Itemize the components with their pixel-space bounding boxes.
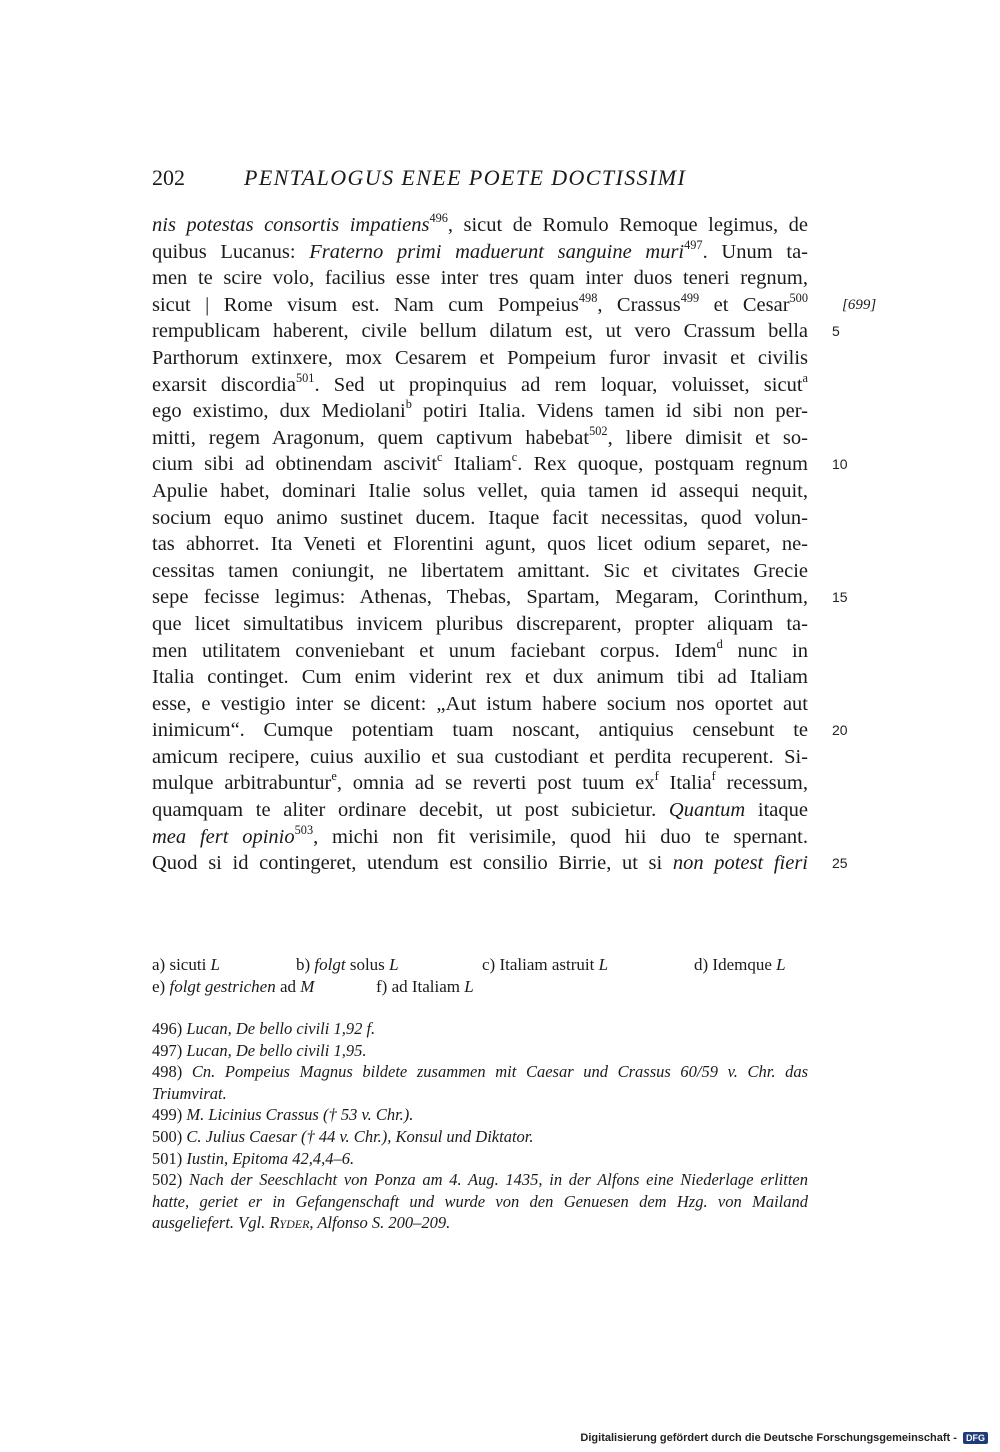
apparatus-note-a: a) sicuti L xyxy=(152,955,221,974)
text-line: que licet simultatibus invicem pluribus discreparent, propter aliquam ta- xyxy=(152,612,808,635)
text-line: cessitas tamen coniungit, ne libertatem amittant. Sic et civitates Grecie xyxy=(152,559,808,582)
line-number: 15 xyxy=(832,589,848,606)
line-number: 5 xyxy=(832,323,840,340)
text-line: men utilitatem conveniebant et unum faciebant corpus. Idem$^d$ nunc in xyxy=(152,636,808,662)
footnote-497: 497) Lucan, De bello civili 1,95. xyxy=(152,1040,367,1060)
text-line: Apulie habet, dominari Italie solus vellet, quia tamen id assequi nequit, xyxy=(152,479,808,502)
text-line: tas abhorret. Ita Veneti et Florentini agunt, quos licet odium separet, ne- xyxy=(152,533,808,556)
text-line: quibus Lucanus: Fraterno primi maduerunt sanguine muri$^{497}$. Unum ta- xyxy=(152,237,808,263)
text-line: esse, e vestigio inter se dicent: „Aut istum habere socium nos oportet aut xyxy=(152,692,808,715)
text-line: exarsit discordia$^{501}$. Sed ut propinquius ad rem loquar, voluisset, sicut$^a$ xyxy=(152,370,808,396)
text-line: nis potestas consortis impatiens$^{496}$, sicut de Romulo Remoque legimus, de xyxy=(152,210,808,236)
text-line: Parthorum extinxere, mox Cesarem et Pompeium furor invasit et civilis xyxy=(152,346,808,369)
footnote-496: 496) Lucan, De bello civili 1,92 f. xyxy=(152,1019,376,1038)
apparatus-note-f: f) ad Italiam L xyxy=(376,977,474,996)
funding-text: Digitalisierung gefördert durch die Deutsche Forschungsgemeinschaft - xyxy=(580,1431,957,1444)
critical-apparatus xyxy=(152,954,808,998)
apparatus-note-d: d) Idemque L xyxy=(694,955,786,974)
text-line: mitti, regem Aragonum, quem captivum habebat$^{502}$, libere dimisit et so- xyxy=(152,423,808,449)
text-line: Quod si id contingeret, utendum est consilio Birrie, ut si non potest fieri 25 xyxy=(152,850,808,877)
apparatus-note-e: e) folgt gestrichen ad M xyxy=(152,977,315,996)
funding-footer xyxy=(580,1432,988,1444)
text-line: sepe fecisse legimus: Athenas, Thebas, Spartam, Megaram, Corinthum, 15 xyxy=(152,584,808,611)
text-line: inimicum“. Cumque potentiam tuam noscant, antiquius censebunt te 20 xyxy=(152,717,808,744)
text-line: Italia continget. Cum enim viderint rex et dux animum tibi ad Italiam xyxy=(152,666,808,689)
footnote-499: 499) M. Licinius Crassus († 53 v. Chr.). xyxy=(152,1105,414,1125)
page-number: 202 xyxy=(152,165,185,190)
text-line: amicum recipere, cuius auxilio et sua custodiant et perdita recuperent. Si- xyxy=(152,745,808,768)
footnote-502: 502) Nach der Seeschlacht von Ponza am 4. Aug. 1435, in der Alfons eine Niederlage erlitten hatte, geriet er in Gefangenschaft und wurde von den Genuesen dem Hzg. von Mailand ausgeliefert. Vgl. Ryder, Alfonso S. 200–209. xyxy=(152,1170,808,1233)
running-header xyxy=(152,162,812,194)
line-number: 20 xyxy=(832,722,848,739)
text-line: rempublicam haberent, civile bellum dilatum est, ut vero Crassum bella 5 xyxy=(152,318,808,345)
text-line: ego existimo, dux Mediolani$^b$ potiri Italia. Videns tamen id sibi non per- xyxy=(152,396,808,423)
text-line: mea fert opinio$^{503}$, michi non fit verisimile, quod hii duo te spernant. xyxy=(152,822,808,848)
footnote-501: 501) Iustin, Epitoma 42,4,4–6. xyxy=(152,1148,355,1168)
text-line: quamquam te aliter ordinare decebit, ut post subicietur. Quantum itaque xyxy=(152,799,808,822)
running-title: PENTALOGUS ENEE POETE DOCTISSIMI xyxy=(244,165,687,190)
dfg-logo: DFG xyxy=(963,1432,988,1444)
text-line: men te scire volo, facilius esse inter tres quam inter duos teneri regnum, xyxy=(152,267,808,290)
text-line: sicut | Rome visum est. Nam cum Pompeius$^{498}$, Crassus$^{499}$ et Cesar$^{500}$ [699] xyxy=(152,292,808,319)
apparatus-note-b: b) folgt solus L xyxy=(296,955,399,974)
line-number: 25 xyxy=(832,855,848,872)
footnote-500: 500) C. Julius Caesar († 44 v. Chr.), Konsul und Diktator. xyxy=(152,1126,534,1146)
text-line: mulque arbitrabuntur$^e$, omnia ad se reverti post tuum $ex^f$ Italia$^f$ recessum, xyxy=(152,769,808,795)
line-number: 10 xyxy=(832,456,848,473)
footnote-498: 498) Cn. Pompeius Magnus bildete zusammen mit Caesar und Crassus 60/59 v. Chr. das Triumvirat. xyxy=(152,1062,808,1103)
apparatus-note-c: c) Italiam astruit L xyxy=(482,955,609,974)
text-line: socium equo animo sustinet ducem. Itaque facit necessitas, quod volun- xyxy=(152,506,808,529)
main-text xyxy=(152,210,877,877)
text-line: cium sibi ad obtinendam ascivit$^c$ Italiam$^c$. Rex quoque, postquam regnum 10 xyxy=(152,451,808,478)
footnotes xyxy=(152,1018,808,1234)
page-reference: [699] xyxy=(842,296,877,313)
